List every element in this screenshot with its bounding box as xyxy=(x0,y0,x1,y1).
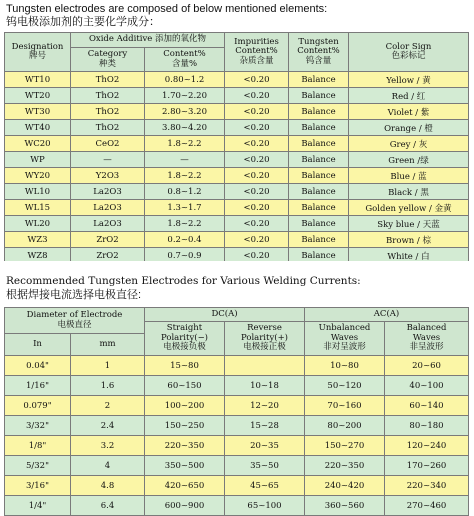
cell-category: ZrO2 xyxy=(71,232,145,248)
header-balanced-en: Balanced xyxy=(406,323,447,334)
cell-color: Green /绿 xyxy=(349,152,469,168)
header-color-sign xyxy=(349,33,469,72)
current-row xyxy=(5,496,469,516)
section1-title-cn: 钨电极添加剂的主要化学成分： xyxy=(6,16,160,28)
cell-color: Blue / 蓝 xyxy=(349,168,469,184)
cell-designation: WP xyxy=(5,152,71,168)
cell-balanced: 120~240 xyxy=(385,436,469,456)
cell-unbalanced: 50~120 xyxy=(305,376,385,396)
cell-content: — xyxy=(145,152,225,168)
cell-reverse: 20~35 xyxy=(225,436,305,456)
cell-balanced: 40~100 xyxy=(385,376,469,396)
cell-straight: 150~250 xyxy=(145,416,225,436)
cell-unbalanced: 240~420 xyxy=(305,476,385,496)
header-straight-polarity: Polarity(−) xyxy=(160,332,209,343)
composition-row xyxy=(5,88,469,104)
cell-impurities: <0.20 xyxy=(225,232,289,248)
cell-category: ThO2 xyxy=(71,88,145,104)
welding-current-table xyxy=(4,307,469,516)
cell-category: ZrO2 xyxy=(71,248,145,264)
cell-designation: WC20 xyxy=(5,136,71,152)
section2-title-cn: 根据焊接电流选择电极直径: xyxy=(6,289,142,301)
cell-reverse xyxy=(225,356,305,376)
cell-content: 0.80~1.2 xyxy=(145,72,225,88)
electrode-composition-table xyxy=(4,32,469,264)
cell-balanced: 80~180 xyxy=(385,416,469,436)
header-unbalanced-waves: Waves xyxy=(330,332,359,343)
current-row xyxy=(5,396,469,416)
cell-impurities: <0.20 xyxy=(225,168,289,184)
header-content xyxy=(145,48,225,72)
cell-tungsten: Balance xyxy=(289,216,349,232)
cell-straight: 350~500 xyxy=(145,456,225,476)
cell-mm: 2 xyxy=(71,396,145,416)
cell-designation: WT30 xyxy=(5,104,71,120)
cell-impurities: <0.20 xyxy=(225,104,289,120)
cell-mm: 1 xyxy=(71,356,145,376)
cell-in: 1/16" xyxy=(5,376,71,396)
cell-content: 1.8~2.2 xyxy=(145,168,225,184)
cell-tungsten: Balance xyxy=(289,200,349,216)
header-impurities-en: Impurities xyxy=(234,36,279,47)
cell-balanced: 170~260 xyxy=(385,456,469,476)
header-tungsten-cn: 钨含量 xyxy=(305,55,332,66)
header-reverse-polarity: Polarity(+) xyxy=(240,332,289,343)
cell-impurities: <0.20 xyxy=(225,200,289,216)
cell-straight: 100~200 xyxy=(145,396,225,416)
cell-impurities: <0.20 xyxy=(225,136,289,152)
header-content-en: Content% xyxy=(163,49,206,59)
cell-straight: 420~650 xyxy=(145,476,225,496)
header-in: In xyxy=(5,334,71,356)
cell-category: Y2O3 xyxy=(71,168,145,184)
cell-mm: 4.8 xyxy=(71,476,145,496)
cell-tungsten: Balance xyxy=(289,72,349,88)
cell-content: 1.70~2.20 xyxy=(145,88,225,104)
current-row xyxy=(5,456,469,476)
header-reverse xyxy=(225,322,305,356)
header-unbalanced xyxy=(305,322,385,356)
composition-row xyxy=(5,232,469,248)
cell-mm: 2.4 xyxy=(71,416,145,436)
current-row xyxy=(5,376,469,396)
cell-tungsten: Balance xyxy=(289,184,349,200)
cell-color: Orange / 橙 xyxy=(349,120,469,136)
cell-impurities: <0.20 xyxy=(225,184,289,200)
cell-designation: WL15 xyxy=(5,200,71,216)
current-row xyxy=(5,476,469,496)
cell-mm: 6.4 xyxy=(71,496,145,516)
cell-in: 0.04" xyxy=(5,356,71,376)
header-unbalanced-cn: 非对呈波形 xyxy=(323,342,366,353)
cell-color: Golden yellow / 金黄 xyxy=(349,200,469,216)
cell-tungsten: Balance xyxy=(289,104,349,120)
cell-designation: WY20 xyxy=(5,168,71,184)
cell-content: 0.7~0.9 xyxy=(145,248,225,264)
header-unbalanced-en: Unbalanced xyxy=(318,323,371,334)
cell-color: Sky blue / 天蓝 xyxy=(349,216,469,232)
header-balanced-waves: Waves xyxy=(412,332,441,343)
header-straight xyxy=(145,322,225,356)
cell-impurities: <0.20 xyxy=(225,72,289,88)
cell-in: 3/32" xyxy=(5,416,71,436)
header-designation-cn: 牌号 xyxy=(28,51,46,61)
cell-color: Yellow / 黄 xyxy=(349,72,469,88)
cell-mm: 3.2 xyxy=(71,436,145,456)
cell-content: 2.80~3.20 xyxy=(145,104,225,120)
cell-category: — xyxy=(71,152,145,168)
cell-in: 1/4" xyxy=(5,496,71,516)
header-tungsten-content: Content% xyxy=(297,46,340,57)
cell-balanced: 60~140 xyxy=(385,396,469,416)
cell-tungsten: Balance xyxy=(289,168,349,184)
cell-content: 1.8~2.2 xyxy=(145,216,225,232)
composition-row xyxy=(5,136,469,152)
cell-color: Black / 黑 xyxy=(349,184,469,200)
cell-color: Brown / 棕 xyxy=(349,232,469,248)
section1-title-en: Tungsten electrodes are composed of below mentioned elements: xyxy=(6,3,328,15)
cell-in: 1/8" xyxy=(5,436,71,456)
cell-designation: WZ8 xyxy=(5,248,71,264)
header-reverse-cn: 电极接正极 xyxy=(243,342,286,353)
cell-in: 5/32" xyxy=(5,456,71,476)
cell-color: Grey / 灰 xyxy=(349,136,469,152)
cell-category: La2O3 xyxy=(71,184,145,200)
cell-straight: 600~900 xyxy=(145,496,225,516)
cell-reverse: 45~65 xyxy=(225,476,305,496)
composition-row xyxy=(5,72,469,88)
composition-row xyxy=(5,120,469,136)
cell-mm: 1.6 xyxy=(71,376,145,396)
header-balanced xyxy=(385,322,469,356)
cell-straight: 220~350 xyxy=(145,436,225,456)
header-impurities-cn: 杂质含量 xyxy=(239,55,274,66)
cell-unbalanced: 150~270 xyxy=(305,436,385,456)
cell-straight: 60~150 xyxy=(145,376,225,396)
cell-color: Violet / 紫 xyxy=(349,104,469,120)
cell-category: ThO2 xyxy=(71,104,145,120)
cell-in: 3/16" xyxy=(5,476,71,496)
current-row xyxy=(5,416,469,436)
cell-straight: 15~80 xyxy=(145,356,225,376)
cell-mm: 4 xyxy=(71,456,145,476)
cell-designation: WT20 xyxy=(5,88,71,104)
cell-designation: WT40 xyxy=(5,120,71,136)
cell-content: 1.8~2.2 xyxy=(145,136,225,152)
cell-in: 0.079" xyxy=(5,396,71,416)
cell-unbalanced: 220~350 xyxy=(305,456,385,476)
header-straight-en: Straight xyxy=(166,323,203,334)
cell-impurities: <0.20 xyxy=(225,120,289,136)
cell-category: ThO2 xyxy=(71,120,145,136)
cell-designation: WL10 xyxy=(5,184,71,200)
cell-content: 0.8~1.2 xyxy=(145,184,225,200)
header-category-cn: 种类 xyxy=(98,58,116,69)
cell-reverse: 15~28 xyxy=(225,416,305,436)
cell-tungsten: Balance xyxy=(289,232,349,248)
header-content-cn: 含量% xyxy=(171,58,198,69)
cell-impurities: <0.20 xyxy=(225,216,289,232)
cell-unbalanced: 10~80 xyxy=(305,356,385,376)
cell-impurities: <0.20 xyxy=(225,152,289,168)
header-ac: AC(A) xyxy=(305,308,469,322)
cell-tungsten: Balance xyxy=(289,120,349,136)
cell-category: ThO2 xyxy=(71,72,145,88)
current-row xyxy=(5,356,469,376)
header-impurities xyxy=(225,33,289,72)
header-designation-en: Designation xyxy=(11,41,64,52)
cell-unbalanced: 80~200 xyxy=(305,416,385,436)
cell-impurities: <0.20 xyxy=(225,88,289,104)
header-reverse-en: Reverse xyxy=(247,323,282,334)
cell-tungsten: Balance xyxy=(289,88,349,104)
cell-reverse: 12~20 xyxy=(225,396,305,416)
header-mm: mm xyxy=(71,334,145,356)
current-row xyxy=(5,436,469,456)
header-diameter-en: Diameter of Electrode xyxy=(26,310,123,320)
cell-reverse: 65~100 xyxy=(225,496,305,516)
header-balanced-cn: 非呈波形 xyxy=(409,342,444,353)
cell-impurities: <0.20 xyxy=(225,248,289,264)
cell-designation: WL20 xyxy=(5,216,71,232)
cell-category: CeO2 xyxy=(71,136,145,152)
composition-row xyxy=(5,216,469,232)
composition-row xyxy=(5,168,469,184)
header-impurities-content: Content% xyxy=(235,46,278,57)
header-tungsten-en: Tungsten xyxy=(298,36,339,47)
cell-designation: WZ3 xyxy=(5,232,71,248)
composition-row xyxy=(5,104,469,120)
header-category-en: Category xyxy=(87,49,128,59)
composition-row xyxy=(5,200,469,216)
composition-row xyxy=(5,152,469,168)
section2-title-en: Recommended Tungsten Electrodes for Various Welding Currents: xyxy=(6,275,361,287)
cell-category: La2O3 xyxy=(71,216,145,232)
header-designation xyxy=(5,33,71,72)
header-oxide-additive-en: Oxide Additive xyxy=(88,34,153,45)
header-oxide-additive xyxy=(71,33,225,48)
cell-content: 0.2~0.4 xyxy=(145,232,225,248)
section-divider xyxy=(0,261,474,264)
header-diameter xyxy=(5,308,145,334)
cell-reverse: 10~18 xyxy=(225,376,305,396)
cell-unbalanced: 70~160 xyxy=(305,396,385,416)
cell-balanced: 20~60 xyxy=(385,356,469,376)
cell-balanced: 220~340 xyxy=(385,476,469,496)
cell-tungsten: Balance xyxy=(289,136,349,152)
header-diameter-cn: 电极直径 xyxy=(57,319,92,330)
cell-tungsten: Balance xyxy=(289,248,349,264)
cell-unbalanced: 360~560 xyxy=(305,496,385,516)
cell-color: Red / 红 xyxy=(349,88,469,104)
cell-balanced: 270~460 xyxy=(385,496,469,516)
cell-reverse: 35~50 xyxy=(225,456,305,476)
header-category xyxy=(71,48,145,72)
header-color-sign-en: Color Sign xyxy=(385,41,432,52)
header-straight-cn: 电极接负极 xyxy=(163,342,206,353)
cell-color: White / 白 xyxy=(349,248,469,264)
header-dc: DC(A) xyxy=(145,308,305,322)
cell-content: 3.80~4.20 xyxy=(145,120,225,136)
composition-row xyxy=(5,184,469,200)
header-color-sign-cn: 色彩标记 xyxy=(391,51,426,61)
header-tungsten xyxy=(289,33,349,72)
cell-category: La2O3 xyxy=(71,200,145,216)
cell-content: 1.3~1.7 xyxy=(145,200,225,216)
cell-tungsten: Balance xyxy=(289,152,349,168)
cell-designation: WT10 xyxy=(5,72,71,88)
header-oxide-additive-cn: 添加的氧化物 xyxy=(155,34,207,45)
